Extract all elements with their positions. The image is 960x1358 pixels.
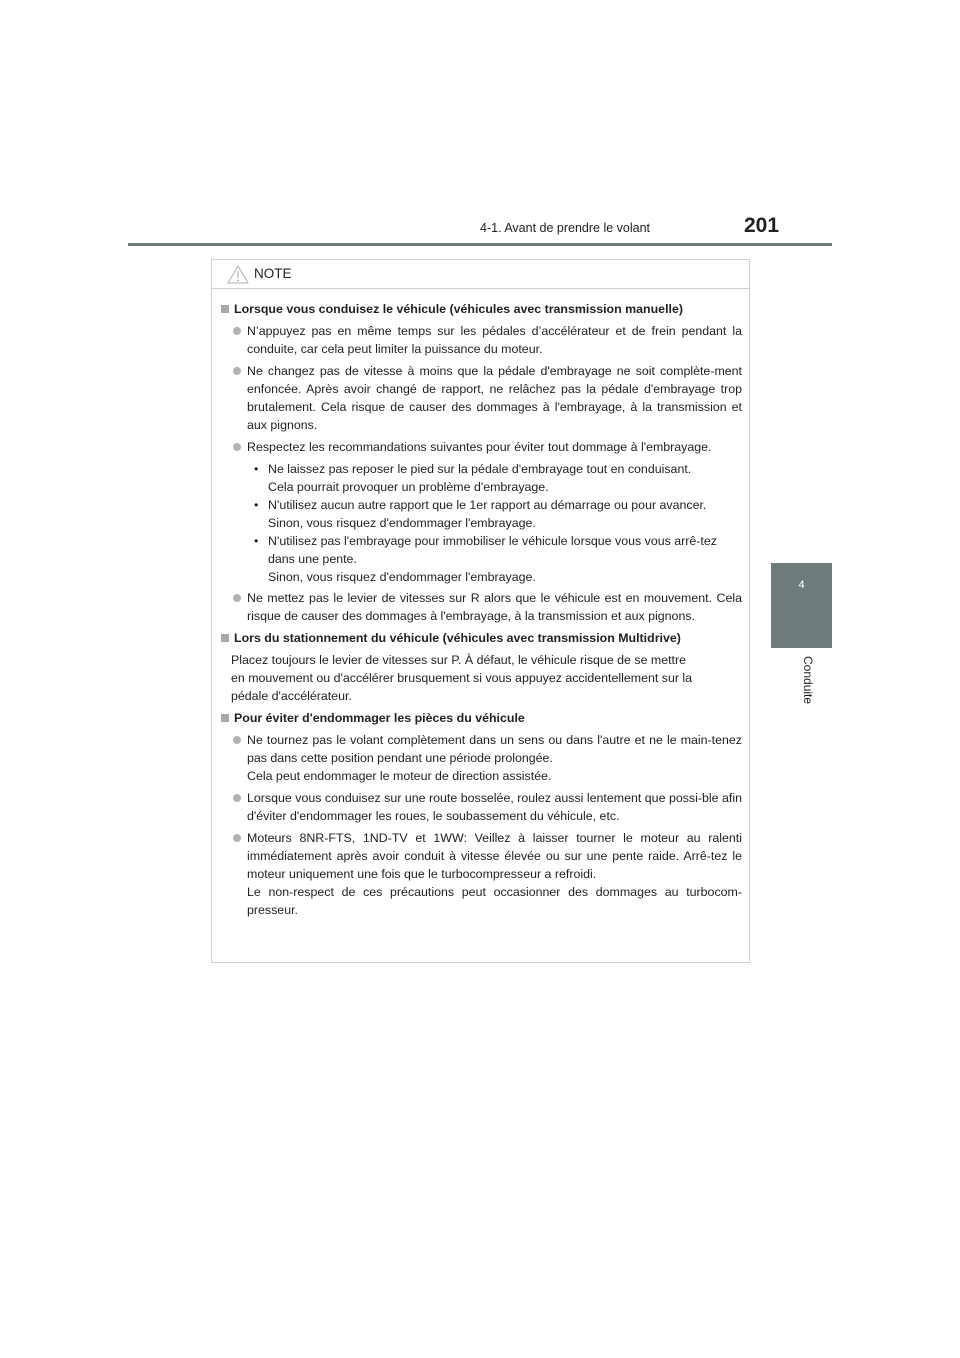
note-header [212, 260, 749, 289]
sub-list-item: • Ne laissez pas reposer le pied sur la pédale d'embrayage tout en conduisant. Cela pourrait provoquer un problème d'embrayage. [254, 462, 692, 494]
list-item: Respectez les recommandations suivantes pour éviter tout dommage à l'embrayage. [219, 438, 742, 456]
dot-bullet-icon: • [254, 534, 259, 548]
list-item: Ne mettez pas le levier de vitesses sur R alors que le véhicule est en mouvement. Cela risque de causer des dommages à l'embrayage, à la transmission et aux pignons. [219, 589, 742, 625]
list-item: Ne changez pas de vitesse à moins que la pédale d'embrayage ne soit complète-ment enfoncée. Après avoir changé de rapport, ne relâchez pas la pédale d'embrayage trop brutalement. Cela risque de causer des dommages à l'embrayage, à la transmission et aux pignons. [219, 362, 742, 434]
header-rule [128, 243, 832, 246]
sub-list [219, 460, 742, 586]
circle-bullet-icon [233, 443, 241, 451]
dot-bullet-icon: • [254, 462, 259, 476]
chapter-tab [771, 563, 832, 648]
circle-bullet-icon [233, 594, 241, 602]
chapter-label: Conduite [801, 656, 815, 705]
list-item: Lorsque vous conduisez sur une route bosselée, roulez aussi lentement que possi-ble afin d'éviter d'endommager les roues, le soubassement du véhicule, etc. [219, 789, 742, 825]
dot-bullet-icon: • [254, 498, 259, 512]
page-number: 201 [744, 214, 780, 237]
section-heading: Pour éviter d'endommager les pièces du véhicule [219, 709, 742, 727]
circle-bullet-icon [233, 736, 241, 744]
section-paragraph: Placez toujours le levier de vitesses sur P. À défaut, le véhicule risque de se mettre en mouvement ou d'accélérer brusquement si vous appuyez accidentellement sur la pédale d'accélérateur. [231, 653, 693, 703]
circle-bullet-icon [233, 794, 241, 802]
header-section-title: 4-1. Avant de prendre le volant [480, 221, 651, 235]
list-item: Ne tournez pas le volant complètement dans un sens ou dans l'autre et ne le main-tenez pas dans cette position pendant une période prolongée. Cela peut endommager le moteur de direction assistée. [219, 731, 742, 785]
note-title: NOTE [254, 266, 292, 281]
circle-bullet-icon [233, 327, 241, 335]
section-vehicle-parts [219, 709, 742, 919]
list-item: Moteurs 8NR-FTS, 1ND-TV et 1WW: Veillez à laisser tourner le moteur au ralenti immédiatement après avoir conduit à vitesse élevée ou sur une pente raide. Arrê-tez le moteur uniquement une fois que le turbocompresseur a refroidi. Le non-respect de ces précautions peut occasionner des dommages au turbocom-presseur. [219, 829, 742, 919]
square-bullet-icon [221, 714, 229, 722]
section-heading: Lorsque vous conduisez le véhicule (véhicules avec transmission manuelle) [219, 300, 742, 318]
circle-bullet-icon [233, 367, 241, 375]
section-multidrive-parking [219, 629, 742, 705]
section-manual-transmission [219, 300, 742, 625]
sub-list-item: • N'utilisez aucun autre rapport que le 1er rapport au démarrage ou pour avancer. Sinon, vous risquez d'endommager l'embrayage. [254, 498, 707, 530]
sub-list-item: • N'utilisez pas l'embrayage pour immobiliser le véhicule lorsque vous vous arrê-tez dans une pente. Sinon, vous risquez d'endommager l'embrayage. [254, 534, 717, 584]
section-heading: Lors du stationnement du véhicule (véhicules avec transmission Multidrive) [219, 629, 742, 647]
square-bullet-icon [221, 634, 229, 642]
chapter-number: 4 [798, 579, 805, 591]
circle-bullet-icon [233, 834, 241, 842]
list-item: N’appuyez pas en même temps sur les pédales d’accélérateur et de frein pendant la conduite, car cela peut limiter la puissance du moteur. [219, 322, 742, 358]
warning-triangle-icon [227, 265, 249, 289]
note-body [212, 289, 749, 919]
square-bullet-icon [221, 305, 229, 313]
note-box [211, 259, 750, 963]
